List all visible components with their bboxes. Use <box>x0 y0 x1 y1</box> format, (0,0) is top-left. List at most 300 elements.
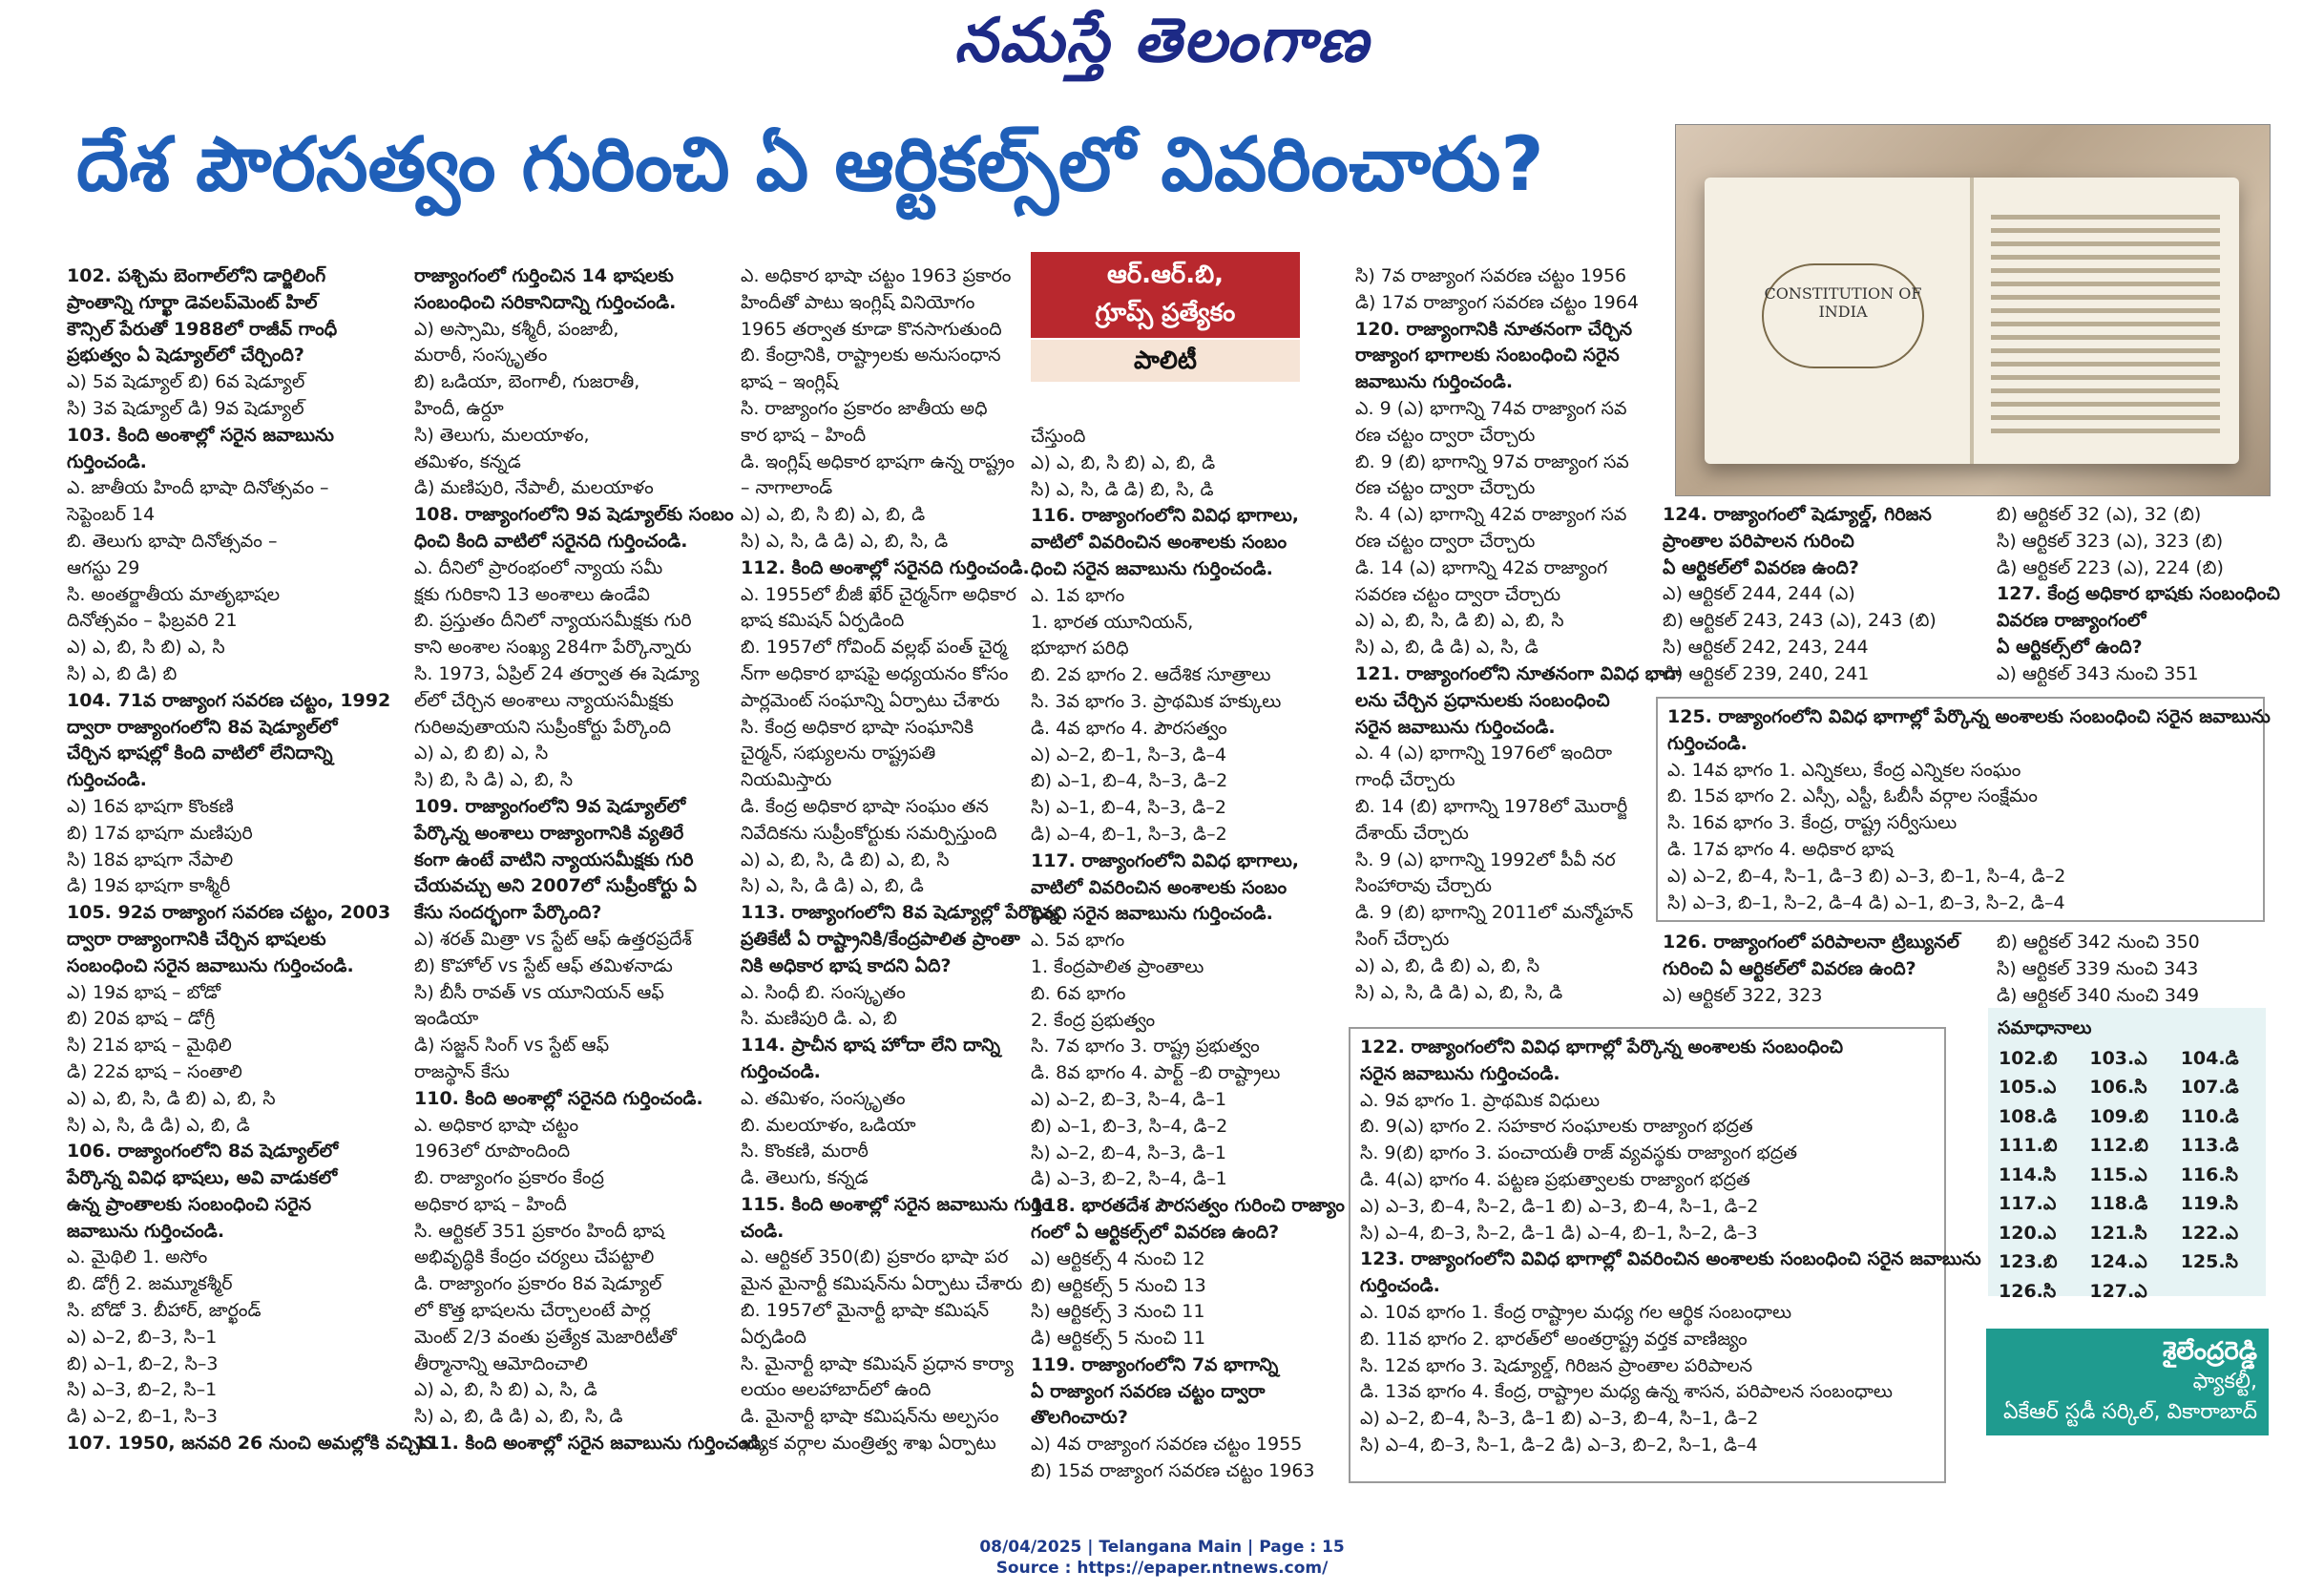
option-text-line: ఎ. తమిళం, సంస్కృతం <box>741 1087 906 1109</box>
question-text-line: ప్రాంతాల పరిపాలన గురించి <box>1663 530 1854 552</box>
question-text-line: కంగా ఉంటే వాటిని న్యాయసమీక్షకు గురి <box>414 848 694 870</box>
answer-key-table <box>1993 1046 2266 1309</box>
question-text-line: గుర్తించండి. <box>67 450 147 472</box>
answer-cell: 105.ఎ <box>1999 1077 2057 1099</box>
option-text-line: ఎ) ఎ–2, బి–4, సి–3, డి–1 బి) ఎ–3, బి–4, సి–1, డి–2 <box>1360 1408 1759 1430</box>
option-text-line: భాష కమిషన్ ఏర్పడింది <box>741 610 905 632</box>
answer-cell: 121.సి <box>2089 1222 2147 1244</box>
option-text-line: సి. కేంద్ర అధికార భాషా సంఘానికి <box>741 716 974 738</box>
option-text-line: ఎ. దీనిలో ప్రారంభంలో న్యాయ సమీ <box>414 556 663 578</box>
option-text-line: భూభాగ పరిధి <box>1031 638 1129 660</box>
option-text-line: ఎ) ఆర్టికల్ 343 నుంచి 351 <box>1997 662 2199 684</box>
option-text-line: బి) ఆర్టికల్ 32 (ఎ), 32 (బి) <box>1997 504 2202 525</box>
answer-cell: 102.బి <box>1999 1047 2058 1069</box>
option-text-line: సి. 3వ భాగం 3. ప్రాథమిక హక్కులు <box>1031 690 1282 712</box>
option-text-line: బి. డోగ్రీ 2. జమ్మూకశ్మీర్ <box>67 1273 233 1295</box>
question-text-line: 106. రాజ్యాంగంలోని 8వ షెడ్యూల్‌లో <box>67 1141 339 1163</box>
text-column-1 <box>67 263 432 1457</box>
option-text-line: డి. 13వ భాగం 4. కేంద్ర, రాష్ట్రాల మధ్య ఉన్న శాసన, పరిపాలన సంబంధాలు <box>1360 1381 1893 1403</box>
option-text-line: సి) 3వ షెడ్యూల్ డి) 9వ షెడ్యూల్ <box>67 397 304 419</box>
option-text-line: సి) 21వ భాష – మైథిలి <box>67 1035 232 1057</box>
question-text-line: గురించి ఏ ఆర్టికల్‌లో వివరణ ఉంది? <box>1663 957 1916 979</box>
option-text-line: నివేదికను సుప్రీంకోర్టుకు సమర్పిస్తుంది <box>741 822 997 844</box>
question-125-box <box>1656 697 2271 922</box>
question-text-line: 113. రాజ్యాంగంలోని 8వ షెడ్యూల్లో పేర్కొన్న <box>741 902 1060 924</box>
option-text-line: బి. రాజ్యాంగం ప్రకారం కేంద్ర <box>414 1167 604 1189</box>
option-text-line: సి. 7వ భాగం 3. రాష్ట్ర ప్రభుత్వం <box>1031 1036 1260 1058</box>
banner-line-1: ఆర్.ఆర్.బి, <box>1106 261 1224 289</box>
option-text-line: ఖ్యాక వర్గాల మంత్రిత్వ శాఖ ఏర్పాటు <box>741 1433 996 1455</box>
question-126 <box>1663 930 1959 1009</box>
option-text-line: బి) ఎ–1, బి–2, సి–3 <box>67 1352 219 1374</box>
option-text-line: అభివృద్ధికి కేంద్రం చర్యలు చేపట్టాలి <box>414 1246 655 1268</box>
option-text-line: ఎ) ఎ, బి, సి బి) ఎ, బి, డి <box>1031 451 1216 473</box>
question-text-line: ధించి సరైన జవాబును గుర్తించండి. <box>1031 557 1273 579</box>
option-text-line: బి) ఎ–1, బి–4, సి–3, డి–2 <box>1031 770 1228 792</box>
masthead-logo: నమస్తే తెలంగాణ <box>953 6 1371 76</box>
option-text-line: సి) ఆర్టికల్ 242, 243, 244 <box>1663 636 1869 658</box>
option-text-line: ఎ. 14వ భాగం 1. ఎన్నికలు, కేంద్ర ఎన్నికల సంఘం <box>1667 759 2021 781</box>
answer-cell: 107.డి <box>2180 1077 2239 1099</box>
question-text-line: 119. రాజ్యాంగంలోని 7వ భాగాన్ని <box>1031 1353 1279 1375</box>
question-text-line: పేర్కొన్న వివిధ భాషలు, అవి వాడుకలో <box>67 1167 338 1189</box>
constitution-photo <box>1675 124 2271 496</box>
option-text-line: బి. 2వ భాగం 2. ఆదేశిక సూత్రాలు <box>1031 664 1271 686</box>
option-text-line: మెంట్ 2/3 వంతు ప్రత్యేక మెజారిటీతో <box>414 1326 677 1348</box>
option-text-line: బి. 9 (బి) భాగాన్ని 97వ రాజ్యాంగ సవ <box>1355 450 1629 472</box>
option-text-line: సి. కొంకణి, మరాఠీ <box>741 1141 869 1163</box>
option-text-line: సి. మణిపురి డి. ఎ, బి <box>741 1008 897 1030</box>
photo-cover-label: CONSTITUTION OF INDIA <box>1762 263 1924 368</box>
question-text-line: జవాబును గుర్తించండి. <box>1355 371 1514 393</box>
option-text-line: బి. 14 (బి) భాగాన్ని 1978లో మొరార్జీ <box>1355 795 1628 817</box>
option-text-line: సి. ఆర్టికల్ 351 ప్రకారం హిందీ భాష <box>414 1220 665 1242</box>
option-text-line: ఎ) 16వ భాషగా కొంకణి <box>67 795 234 817</box>
option-text-line: సి) తెలుగు, మలయాళం, <box>414 424 590 446</box>
option-text-line: 1963లో రూపొందింది <box>414 1141 571 1163</box>
question-text-line: 107. 1950, జనవరి 26 నుంచి అమల్లోకి వచ్చిన <box>67 1433 433 1455</box>
question-text-line: ఏ ఆర్టికల్‌లో వివరణ ఉంది? <box>1663 556 1859 578</box>
option-text-line: బి) ఆర్టికల్ 342 నుంచి 350 <box>1997 932 2200 953</box>
option-text-line: సి) ఆర్టికల్ 339 నుంచి 343 <box>1997 957 2199 979</box>
question-text-line: 122. రాజ్యాంగంలోని వివిధ భాగాల్లో పేర్కొన్న అంశాలకు సంబంధించి <box>1360 1037 1844 1058</box>
headline: దేశ పౌరసత్వం గురించి ఏ ఆర్టికల్స్‌లో వివరించారు? <box>76 122 1544 208</box>
option-text-line: సింహారావు చేర్చారు <box>1355 875 1492 897</box>
question-text-line: 115. కింది అంశాల్లో సరైన జవాబును గుర్తిం <box>741 1193 1052 1215</box>
option-text-line: డి) ఎ–4, బి–1, సి–3, డి–2 <box>1031 823 1227 845</box>
option-text-line: డి) ఆర్టికల్స్ 5 నుంచి 11 <box>1031 1328 1206 1350</box>
question-text-line: నికి అధికార భాష కాదని ఏది? <box>741 954 952 976</box>
question-124 <box>1663 502 1937 688</box>
option-text-line: – నాగాలాండ్ <box>741 477 833 499</box>
section-subject-label: పాలిటీ <box>1031 340 1300 382</box>
answer-cell: 115.ఎ <box>2089 1163 2147 1185</box>
option-text-line: డి) మణిపురి, నేపాలీ, మలయాళం <box>414 477 654 499</box>
option-text-line: డి) ఆర్టికల్ 223 (ఎ), 224 (బి) <box>1997 556 2224 578</box>
option-text-line: నియమిస్తారు <box>741 769 832 791</box>
option-text-line: చేస్తుంది <box>1031 426 1086 447</box>
option-text-line: కాని అంశాల సంఖ్య 284గా పేర్కొన్నారు <box>414 637 692 659</box>
option-text-line: న్‌గా అధికార భాషపై అధ్యయనం కోసం <box>741 662 1009 684</box>
option-text-line: బి) 17వ భాషగా మణిపురి <box>67 822 253 844</box>
option-text-line: సి) 7వ రాజ్యాంగ సవరణ చట్టం 1956 <box>1355 265 1627 286</box>
option-text-line: సి. బోడో 3. బీహార్, జార్ఖండ్ <box>67 1300 262 1322</box>
option-text-line: డి) సజ్జన్ సింగ్ vs స్టేట్ ఆఫ్ <box>414 1035 610 1057</box>
answer-cell: 118.డి <box>2089 1193 2148 1215</box>
option-text-line: ఎ) 19వ భాష – బోడో <box>67 981 221 1003</box>
option-text-line: సి) ఎ, బి, డి డి) ఎ, బి, సి, డి <box>414 1406 623 1428</box>
option-text-line: సి) ఎ–4, బి–3, సి–2, డి–1 డి) ఎ–4, బి–1, సి–2, డి–3 <box>1360 1222 1758 1244</box>
option-text-line: ఎ. జాతీయ హిందీ భాషా దినోత్సవం – <box>67 477 329 499</box>
questions-122-123-box <box>1349 1027 1981 1483</box>
option-text-line: సి) ఎ, సి, డి డి) ఎ, బి, సి, డి <box>741 530 949 552</box>
question-text-line: 124. రాజ్యాంగంలో షెడ్యూల్డ్, గిరిజన <box>1663 504 1932 525</box>
option-text-line: ఎ) ఆర్టికల్ 322, 323 <box>1663 984 1823 1006</box>
author-org: ఏకేఆర్ స్టడీ సర్కిల్, వికారాబాద్ <box>2003 1400 2257 1424</box>
option-text-line: డి) ఎ–3, బి–2, సి–4, డి–1 <box>1031 1168 1227 1190</box>
question-text-line: చేయవచ్చు అని 2007లో సుప్రీంకోర్టు ఏ <box>414 875 698 897</box>
author-name: శైలేంద్రరెడ్డి <box>2163 1337 2257 1366</box>
option-text-line: సి) ఎ, సి, డి డి) ఎ, బి, డి <box>741 875 924 897</box>
option-text-line: డి. 4వ భాగం 4. పౌరసత్వం <box>1031 717 1227 739</box>
option-text-line: సి) ఆర్టికల్స్ 3 నుంచి 11 <box>1031 1301 1205 1323</box>
option-text-line: సి) ఎ–4, బి–3, సి–1, డి–2 డి) ఎ–3, బి–2, సి–1, డి–4 <box>1360 1434 1758 1456</box>
option-text-line: ఎ. ఆర్టికల్ 350(బి) ప్రకారం భాషా పర <box>741 1246 1009 1268</box>
author-role: ఫ్యాకల్టీ, <box>2192 1370 2257 1393</box>
option-text-line: డి) 19వ భాషగా కాశ్మీరీ <box>67 875 231 897</box>
option-text-line: ఎ) ఎ, బి, సి, డి బి) ఎ, బి, సి <box>741 848 950 870</box>
option-text-line: బి. 1957లో గోవింద్ వల్లభ్ పంత్ చైర్మ <box>741 637 1008 659</box>
option-text-line: సి) ఎ–1, బి–4, సి–3, డి–2 <box>1031 797 1226 819</box>
option-text-line: సి. మైనార్టీ భాషా కమిషన్ ప్రధాన కార్యా <box>741 1352 1014 1374</box>
question-text-line: రాజ్యాంగంలో గుర్తించిన 14 భాషలకు <box>414 265 674 286</box>
option-text-line: 1. భారత యూనియన్, <box>1031 611 1194 633</box>
question-text-line: 121. రాజ్యాంగంలోని నూతనంగా వివిధ భాగా <box>1355 662 1682 684</box>
option-text-line: ఇండియా <box>414 1008 479 1030</box>
question-text-line: 103. కింది అంశాల్లో సరైన జవాబును <box>67 424 334 446</box>
answer-cell: 127.ఎ <box>2089 1280 2147 1302</box>
option-text-line: రణ చట్టం ద్వారా చేర్చారు <box>1355 424 1536 446</box>
answer-cell: 119.సి <box>2180 1193 2238 1215</box>
option-text-line: ఎ. 10వ భాగం 1. కేంద్ర రాష్ట్రాల మధ్య గల ఆర్థిక సంబంధాలు <box>1360 1301 1792 1323</box>
question-text-line: 110. కింది అంశాల్లో సరైనది గుర్తించండి. <box>414 1087 703 1109</box>
option-text-line: సి) ఎ, సి, డి డి) బి, సి, డి <box>1031 478 1214 500</box>
option-text-line: సవరణ చట్టం ద్వారా చేర్చారు <box>1355 583 1561 605</box>
option-text-line: సి) ఎ, బి డి) బి <box>67 662 178 684</box>
answer-cell: 125.సి <box>2180 1251 2238 1273</box>
option-text-line: సి. 9(బి) భాగం 3. పంచాయతీ రాజ్ వ్యవస్థకు రాజ్యాంగ భద్రత <box>1360 1142 1798 1164</box>
footer-source: Source : https://epaper.ntnews.com/ <box>995 1559 1329 1578</box>
question-text-line: వాటిలో వివరించిన అంశాలకు సంబం <box>1031 876 1288 898</box>
option-text-line: ఎ) ఎ, బి, సి, డి బి) ఎ, బి, సి <box>1355 610 1564 632</box>
option-text-line: సి) బి, సి డి) ఎ, బి, సి <box>414 769 574 791</box>
option-text-line: ఎ. 9వ భాగం 1. ప్రాథమిక విధులు <box>1360 1089 1601 1111</box>
answer-cell <box>2175 1279 2266 1309</box>
option-text-line: బి) ఒడియా, బెంగాలీ, గుజరాతీ, <box>414 371 640 393</box>
option-text-line: ఎ) ఎ, బి, సి బి) ఎ, సి <box>67 637 225 659</box>
option-text-line: చైర్మన్, సభ్యులను రాష్ట్రపతి <box>741 743 936 765</box>
answer-cell: 120.ఎ <box>1999 1222 2057 1244</box>
option-text-line: డి) ఎ–2, బి–1, సి–3 <box>67 1406 218 1428</box>
option-text-line: ఎ) ఆర్టికల్స్ 4 నుంచి 12 <box>1031 1247 1205 1269</box>
option-text-line: దినోత్సవం – ఫిబ్రవరి 21 <box>67 610 238 632</box>
banner-line-2: గ్రూప్స్ ప్రత్యేకం <box>1095 299 1236 327</box>
option-text-line: డి. 9 (బి) భాగాన్ని 2011లో మన్మోహన్ <box>1355 902 1634 924</box>
question-text-line: కౌన్సిల్ పేరుతో 1988లో రాజీవ్ గాంధీ <box>67 318 338 340</box>
option-text-line: ఎ) 5వ షెడ్యూల్ బి) 6వ షెడ్యూల్ <box>67 371 305 393</box>
question-text-line: తొలగించారు? <box>1031 1407 1128 1429</box>
question-text-line: 105. 92వ రాజ్యాంగ సవరణ చట్టం, 2003 <box>67 902 391 924</box>
option-text-line: సి. 4 (ఎ) భాగాన్ని 42వ రాజ్యాంగ సవ <box>1355 504 1627 526</box>
option-text-line: సి. 9 (ఎ) భాగాన్ని 1992లో పీవీ నర <box>1355 848 1616 870</box>
question-text-line: 123. రాజ్యాంగంలోని వివిధ భాగాల్లో వివరించిన అంశాలకు సంబంధించి సరైన జవాబును <box>1360 1248 1981 1270</box>
option-text-line: డి. కేంద్ర అధికార భాషా సంఘం తన <box>741 795 989 817</box>
question-text-line: 114. ప్రాచీన భాష హోదా లేని దాన్ని <box>741 1035 1001 1057</box>
question-text-line: లను చేర్చిన ప్రధానులకు సంబంధించి <box>1355 689 1610 711</box>
option-text-line: డి. ఇంగ్లిష్ అధికార భాషగా ఉన్న రాష్ట్రం <box>741 450 1015 472</box>
option-text-line: ఎ) 4వ రాజ్యాంగ సవరణ చట్టం 1955 <box>1031 1434 1303 1456</box>
answer-key-title: సమాధానాలు <box>1998 1017 2092 1038</box>
option-text-line: ఎ) శరత్ మిత్రా vs స్టేట్ ఆఫ్ ఉత్తరప్రదేశ్ <box>414 928 692 950</box>
option-text-line: ఎ) ఎ, బి, సి బి) ఎ, సి, డి <box>414 1379 597 1401</box>
text-column-3 <box>741 263 1059 1457</box>
answer-cell: 108.డి <box>1999 1105 2057 1127</box>
question-text-line: గుర్తించండి. <box>1667 732 1748 754</box>
question-text-line: 109. రాజ్యాంగంలోని 9వ షెడ్యూల్‌లో <box>414 795 686 817</box>
option-text-line: సి. 1973, ఏప్రిల్ 24 తర్వాత ఈ షెడ్యూ <box>414 662 700 684</box>
text-column-4 <box>1031 424 1345 1485</box>
option-text-line: దేశాయ్ చేర్చారు <box>1355 822 1469 844</box>
option-text-line: బి) ఆర్టికల్ 243, 243 (ఎ), 243 (బి) <box>1663 610 1937 632</box>
question-text-line: 126. రాజ్యాంగంలో పరిపాలనా ట్రిబ్యునల్ <box>1663 932 1959 953</box>
option-text-line: డి) ఆర్టికల్ 239, 240, 241 <box>1663 662 1870 684</box>
question-text-line: 102. పశ్చిమ బెంగాల్‌లోని డార్జిలింగ్ <box>67 265 326 286</box>
option-text-line: బి. 6వ భాగం <box>1031 982 1126 1004</box>
question-text-line: ఏ రాజ్యాంగ సవరణ చట్టం ద్వారా <box>1031 1380 1266 1402</box>
option-text-line: పార్లమెంట్ సంఘాన్ని ఏర్పాటు చేశారు <box>741 689 1000 711</box>
question-text-line: ప్రాంతాన్ని గూర్ఖా డెవలప్‌మెంట్ హిల్ <box>67 291 318 313</box>
option-text-line: 1. కేంద్రపాలిత ప్రాంతాలు <box>1031 955 1204 977</box>
question-text-line: వాటిలో వివరించిన అంశాలకు సంబం <box>1031 532 1288 554</box>
question-text-line: ధించి సరైన జవాబును గుర్తించండి. <box>1031 903 1273 925</box>
page-footer <box>0 1537 2324 1579</box>
answer-key <box>1988 1008 2266 1302</box>
author-credit <box>1986 1329 2269 1435</box>
question-text-line: 117. రాజ్యాంగంలోని వివిధ భాగాలు, <box>1031 849 1300 871</box>
answer-cell: 113.డి <box>2180 1135 2239 1157</box>
option-text-line: క్షకు గురికాని 13 అంశాలు ఉండేవి <box>414 583 650 605</box>
option-text-line: గాంధీ చేర్చారు <box>1355 769 1455 791</box>
option-text-line: ఎ. 1955లో బీజీ ఖేర్ చైర్మన్‌గా అధికార <box>741 583 1016 605</box>
option-text-line: ఎ. 9 (ఎ) భాగాన్ని 74వ రాజ్యాంగ సవ <box>1355 397 1627 419</box>
option-text-line: బి. ప్రస్తుతం దీనిలో న్యాయసమీక్షకు గురి <box>414 610 692 632</box>
text-column-5 <box>1355 263 1682 1006</box>
option-text-line: 2. కేంద్ర ప్రభుత్వం <box>1031 1009 1156 1031</box>
answer-cell: 117.ఎ <box>1999 1193 2057 1215</box>
option-text-line: ఎ. 1వ భాగం <box>1031 584 1125 606</box>
question-text-line: ప్రభుత్వం ఏ షెడ్యూల్‌లో చేర్చింది? <box>67 345 304 367</box>
option-text-line: రాజస్థాన్ కేసు <box>414 1060 510 1082</box>
option-text-line: ఎ) అస్సామి, కశ్మీరీ, పంజాబీ, <box>414 318 619 340</box>
question-text-line: గుర్తించండి. <box>67 769 147 791</box>
option-text-line: సి. రాజ్యాంగం ప్రకారం జాతీయ అధి <box>741 397 988 419</box>
option-text-line: బి. 15వ భాగం 2. ఎస్సీ, ఎస్టీ, ఓబీసీ వర్గాల సంక్షేమం <box>1667 786 2038 807</box>
question-text-line: 108. రాజ్యాంగంలోని 9వ షెడ్యూల్‌కు సంబం <box>414 504 734 526</box>
text-column-2 <box>414 263 767 1457</box>
option-text-line: సి) ఎ–3, బి–1, సి–2, డి–4 డి) ఎ–1, బి–3, సి–2, డి–4 <box>1667 891 2065 913</box>
question-127 <box>1997 502 2280 688</box>
question-text-line: చండి. <box>741 1220 785 1242</box>
option-text-line: సి) ఆర్టికల్ 323 (ఎ), 323 (బి) <box>1997 530 2224 552</box>
option-text-line: డి) ఆర్టికల్ 340 నుంచి 349 <box>1997 984 2200 1006</box>
option-text-line: ఎ) ఎ, బి, డి బి) ఎ, బి, సి <box>1355 954 1540 976</box>
option-text-line: ఎ) ఎ–2, బి–1, సి–3, డి–4 <box>1031 744 1227 765</box>
option-text-line: ఆగస్టు 29 <box>67 556 140 578</box>
option-text-line: డి) 17వ రాజ్యాంగ సవరణ చట్టం 1964 <box>1355 291 1639 313</box>
answer-cell: 109.బి <box>2089 1105 2148 1127</box>
option-text-line: సెప్టెంబర్ 14 <box>67 504 156 526</box>
footer-date-page: 08/04/2025 | Telangana Main | Page : 15 <box>979 1538 1345 1557</box>
option-text-line: సి) ఎ–2, బి–4, సి–3, డి–1 <box>1031 1142 1226 1163</box>
option-text-line: సి. అంతర్జాతీయ మాతృభాషల <box>67 583 281 605</box>
option-text-line: గురిఅవుతాయని సుప్రీంకోర్టు పేర్కొంది <box>414 716 672 738</box>
question-text-line: ద్వారా రాజ్యాంగంలోని 8వ షెడ్యూల్‌లో <box>67 716 338 738</box>
option-text-line: మైన మైనార్టీ కమిషన్‌ను ఏర్పాటు చేశారు <box>741 1273 1023 1295</box>
option-text-line: ఎ) ఎ, బి బి) ఎ, సి <box>414 743 549 765</box>
option-text-line: సి. 16వ భాగం 3. కేంద్ర, రాష్ట్ర సర్వీసులు <box>1667 812 1958 834</box>
option-text-line: సి) ఎ–3, బి–2, సి–1 <box>67 1379 218 1401</box>
question-text-line: 112. కింది అంశాల్లో సరైనది గుర్తించండి. <box>741 556 1030 578</box>
option-text-line: డి. 8వ భాగం 4. పార్ట్ –బి రాష్ట్రాలు <box>1031 1062 1281 1084</box>
answer-cell: 126.సి <box>1999 1280 2057 1302</box>
option-text-line: బి. 9(ఎ) భాగం 2. సహకార సంఘాలకు రాజ్యాంగ భద్రత <box>1360 1116 1753 1138</box>
option-text-line: ఎ. అధికార భాషా చట్టం <box>414 1114 579 1136</box>
question-text-line: 125. రాజ్యాంగంలోని వివిధ భాగాల్లో పేర్కొన్న అంశాలకు సంబంధించి సరైన జవాబును <box>1667 706 2271 727</box>
question-text-line: 116. రాజ్యాంగంలోని వివిధ భాగాలు, <box>1031 505 1300 527</box>
answer-cell: 104.డి <box>2180 1047 2239 1069</box>
option-text-line: బి. కేంద్రానికి, రాష్ట్రాలకు అనుసంధాన <box>741 345 1001 367</box>
answer-cell: 114.సి <box>1999 1163 2057 1185</box>
option-text-line: ఎ) ఎ–2, బి–3, సి–1 <box>67 1326 218 1348</box>
question-text-line: కేసు సందర్భంగా పేర్కొంది? <box>414 902 602 924</box>
option-text-line: రణ చట్టం ద్వారా చేర్చారు <box>1355 477 1536 499</box>
question-text-line: గంలో ఏ ఆర్టికల్స్‌లో వివరణ ఉంది? <box>1031 1221 1280 1243</box>
option-text-line: డి) 22వ భాష – సంతాలి <box>67 1060 242 1082</box>
option-text-line: ఎ. మైథిలి 1. అసోం <box>67 1246 208 1268</box>
question-text-line: ఉన్న ప్రాంతాలకు సంబంధించి సరైన <box>67 1193 312 1215</box>
answer-cell: 110.డి <box>2180 1105 2239 1127</box>
answer-cell: 112.బి <box>2089 1135 2148 1157</box>
question-text-line: 120. రాజ్యాంగానికి నూతనంగా చేర్చిన <box>1355 318 1633 340</box>
question-text-line: రాజ్యాంగ భాగాలకు సంబంధించి సరైన <box>1355 345 1620 367</box>
question-text-line: సరైన జవాబును గుర్తించండి. <box>1355 716 1556 738</box>
question-text-line: సంబంధించి సరికానిదాన్ని గుర్తించండి. <box>414 291 677 313</box>
option-text-line: బి. 1957లో మైనార్టీ భాషా కమిషన్ <box>741 1300 990 1322</box>
answer-cell: 106.సి <box>2089 1077 2147 1099</box>
option-text-line: హిందీతో పాటు ఇంగ్లిష్ వినియోగం <box>741 291 975 313</box>
option-text-line: బి. 11వ భాగం 2. భారత్‌లో అంతర్రాష్ట్ర వర్తక వాణిజ్యం <box>1360 1328 1748 1350</box>
option-text-line: సి. 12వ భాగం 3. షెడ్యూల్డ్, గిరిజన ప్రాంతాల పరిపాలన <box>1360 1354 1753 1376</box>
question-text-line: గుర్తించండి. <box>741 1060 821 1082</box>
question-text-line: చేర్చిన భాషల్లో కింది వాటిలో లేనిదాన్ని <box>67 743 333 765</box>
option-text-line: డి. 4(ఎ) భాగం 4. పట్టణ ప్రభుత్వాలకు రాజ్యాంగ భద్రత <box>1360 1168 1750 1190</box>
option-text-line: లయం అలహాబాద్‌లో ఉంది <box>741 1379 932 1401</box>
option-text-line: మరాఠీ, సంస్కృతం <box>414 345 548 367</box>
option-text-line: సి) ఎ, బి, డి డి) ఎ, సి, డి <box>1355 637 1539 659</box>
question-text-line: గుర్తించండి. <box>1360 1275 1440 1297</box>
question-text-line: పేర్కొన్న అంశాలు రాజ్యాంగానికి వ్యతిరే <box>414 822 684 844</box>
question-text-line: 118. భారతదేశ పౌరసత్వం గురించి రాజ్యాం <box>1031 1195 1345 1217</box>
option-text-line: భాష – ఇంగ్లిష్ <box>741 371 839 393</box>
question-text-line: 104. 71వ రాజ్యాంగ సవరణ చట్టం, 1992 <box>67 689 391 711</box>
answer-cell: 103.ఎ <box>2089 1047 2147 1069</box>
option-text-line: బి) ఎ–1, బి–3, సి–4, డి–2 <box>1031 1115 1228 1137</box>
option-text-line: డి. రాజ్యాంగం ప్రకారం 8వ షెడ్యూల్ <box>414 1273 662 1295</box>
option-text-line: హిందీ, ఉర్దూ <box>414 397 504 419</box>
option-text-line: రణ చట్టం ద్వారా చేర్చారు <box>1355 530 1536 552</box>
question-text-line: వివరణ రాజ్యాంగంలో <box>1997 610 2146 632</box>
question-text-line: ప్రతికేటీ ఏ రాష్ట్రానికి/కేంద్రపాలిత ప్రాంతా <box>741 928 1020 950</box>
question-text-line: జవాబును గుర్తించండి. <box>67 1220 225 1242</box>
option-text-line: బి. తెలుగు భాషా దినోత్సవం – <box>67 530 278 552</box>
option-text-line: సి) బీసీ రావత్ vs యూనియన్ ఆఫ్ <box>414 981 664 1003</box>
option-text-line: ఎ. 5వ భాగం <box>1031 930 1125 952</box>
option-text-line: ఏర్పడింది <box>741 1326 806 1348</box>
option-text-line: బి) ఆర్టికల్స్ 5 నుంచి 13 <box>1031 1274 1206 1296</box>
answer-cell: 124.ఎ <box>2089 1251 2147 1273</box>
option-text-line: సి) ఎ, సి, డి డి) ఎ, బి, సి, డి <box>1355 981 1563 1003</box>
option-text-line: సి) 18వ భాషగా నేపాలి <box>67 848 234 870</box>
question-text-line: 111. కింది అంశాల్లో సరైన జవాబును గుర్తించండి. <box>414 1433 768 1455</box>
option-text-line: సి) ఎ, సి, డి డి) ఎ, బి, డి <box>67 1114 250 1136</box>
question-126-options <box>1997 930 2200 1009</box>
answer-cell: 111.బి <box>1999 1135 2058 1157</box>
option-text-line: డి. 14 (ఎ) భాగాన్ని 42వ రాజ్యాంగ <box>1355 556 1608 578</box>
option-text-line: ఎ. సింధీ బి. సంస్కృతం <box>741 981 906 1003</box>
option-text-line: ఎ) ఎ–3, బి–4, సి–2, డి–1 బి) ఎ–3, బి–4, సి–1, డి–2 <box>1360 1195 1759 1217</box>
option-text-line: ఎ. 4 (ఎ) భాగాన్ని 1976లో ఇందిరా <box>1355 743 1613 765</box>
option-text-line: ల్‌లో చేర్చిన అంశాలు న్యాయసమీక్షకు <box>414 689 674 711</box>
answer-cell: 116.సి <box>2180 1163 2238 1185</box>
option-text-line: ఎ) ఎ–2, బి–3, సి–4, డి–1 <box>1031 1088 1227 1110</box>
option-text-line: ఎ. అధికార భాషా చట్టం 1963 ప్రకారం <box>741 265 1012 286</box>
option-text-line: బి) 20వ భాష – డోగ్రీ <box>67 1008 216 1030</box>
option-text-line: సింగ్ చేర్చారు <box>1355 928 1450 950</box>
option-text-line: బి) కొహోల్ vs స్టేట్ ఆఫ్ తమిళనాడు <box>414 954 673 976</box>
option-text-line: డి. మైనార్టీ భాషా కమిషన్‌ను అల్పసం <box>741 1406 999 1428</box>
option-text-line: లో కొత్త భాషలను చేర్చాలంటే పార్ల <box>414 1300 651 1322</box>
section-banner <box>1031 252 1300 338</box>
question-text-line: ధించి కింది వాటిలో సరైనది గుర్తించండి. <box>414 530 688 552</box>
option-text-line: కార భాష – హిందీ <box>741 424 867 446</box>
question-text-line: సరైన జవాబును గుర్తించండి. <box>1360 1062 1560 1084</box>
option-text-line: ఎ) ఎ–2, బి–4, సి–1, డి–3 బి) ఎ–3, బి–1, సి–4, డి–2 <box>1667 865 2066 887</box>
option-text-line: ఎ) ఆర్టికల్ 244, 244 (ఎ) <box>1663 583 1855 605</box>
option-text-line: బి. మలయాళం, ఒడియా <box>741 1114 916 1136</box>
answer-cell: 123.బి <box>1999 1251 2058 1273</box>
option-text-line: డి. 17వ భాగం 4. అధికార భాష <box>1667 838 1894 860</box>
question-text-line: 127. కేంద్ర అధికార భాషకు సంబంధించి <box>1997 583 2280 605</box>
question-text-line: సంబంధించి సరైన జవాబును గుర్తించండి. <box>67 954 354 976</box>
option-text-line: తీర్మానాన్ని ఆమోదించాలి <box>414 1352 588 1374</box>
option-text-line: ఎ) ఎ, బి, సి బి) ఎ, బి, డి <box>741 504 926 526</box>
option-text-line: 1965 తర్వాత కూడా కొనసాగుతుంది <box>741 318 1002 340</box>
question-text-line: ద్వారా రాజ్యాంగానికి చేర్చిన భాషలకు <box>67 928 326 950</box>
option-text-line: తమిళం, కన్నడ <box>414 450 521 472</box>
question-text-line: ఏ ఆర్టికల్స్‌లో ఉంది? <box>1997 636 2143 658</box>
option-text-line: బి) 15వ రాజ్యాంగ సవరణ చట్టం 1963 <box>1031 1460 1315 1482</box>
option-text-line: అధికార భాష – హిందీ <box>414 1193 567 1215</box>
